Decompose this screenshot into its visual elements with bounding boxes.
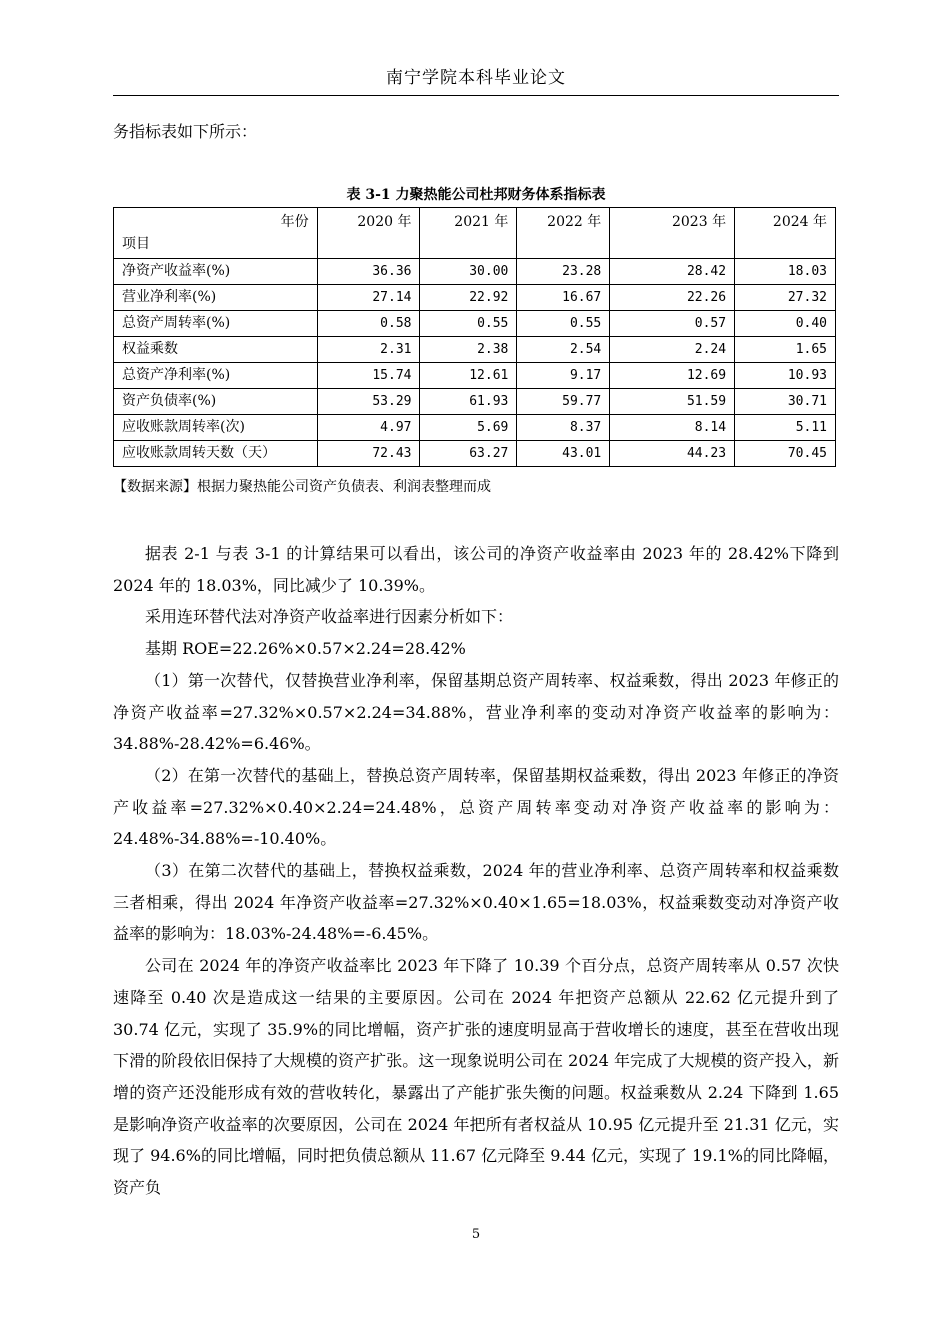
paragraph: 据表 2-1 与表 3-1 的计算结果可以看出，该公司的净资产收益率由 2023 年的 28.42%下降到 2024 年的 18.03%，同比减少了 10.39%。 — [113, 544, 839, 595]
table-header-row — [114, 208, 836, 259]
corner-item-label: 项目 — [122, 236, 150, 252]
year-header: 2020 年 — [357, 214, 412, 230]
year-header: 2021 年 — [454, 214, 509, 230]
table-cell: 27.32 — [735, 285, 836, 311]
lead-text: 务指标表如下所示： — [113, 122, 258, 141]
year-header: 2022 年 — [547, 214, 602, 230]
table-cell: 22.92 — [420, 285, 517, 311]
table-cell: 1.65 — [735, 337, 836, 363]
paragraph: （1）第一次替代，仅替换营业净利率，保留基期总资产周转率、权益乘数，得出 2023 年修正的净资产收益率=27.32%×0.57×2.24=34.88%，营业净利率的变动对净资产收益率的影响为：34.88%-28.42%=6.46%。 — [113, 670, 839, 754]
row-label: 应收账款周转率(次) — [114, 415, 318, 441]
paragraph: （3）在第二次替代的基础上，替换权益乘数，2024 年的营业净利率、总资产周转率和权益乘数三者相乘，得出 2024 年净资产收益率=27.32%×0.40×1.65=18.03%，权益乘数变动对净资产收益率的影响为：18.03%-24.48%=-6.45%。 — [113, 861, 839, 944]
table-row — [114, 259, 836, 285]
table-cell: 10.93 — [735, 363, 836, 389]
table-cell: 51.59 — [610, 389, 735, 415]
table-cell: 18.03 — [735, 259, 836, 285]
table-row — [114, 285, 836, 311]
year-header-cell — [317, 208, 420, 259]
table-cell: 44.23 — [610, 441, 735, 467]
year-header-cell — [610, 208, 735, 259]
table-cell: 27.14 — [317, 285, 420, 311]
table-cell: 5.11 — [735, 415, 836, 441]
row-label: 总资产净利率(%) — [114, 363, 318, 389]
table-cell: 63.27 — [420, 441, 517, 467]
page-number: 5 — [471, 1227, 481, 1242]
corner-year-label: 年份 — [280, 214, 309, 230]
table-row — [114, 441, 836, 467]
row-label: 总资产周转率(%) — [114, 311, 318, 337]
table-cell: 5.69 — [420, 415, 517, 441]
table-cell: 30.71 — [735, 389, 836, 415]
paragraph: （2）在第一次替代的基础上，替换总资产周转率，保留基期权益乘数，得出 2023 年修正的净资产收益率=27.32%×0.40×2.24=24.48%，总资产周转率变动对净资产收益率的影响为：24.48%-34.88%=-10.40%。 — [113, 765, 839, 849]
header-rule — [113, 95, 839, 96]
paragraph: 采用连环替代法对净资产收益率进行因素分析如下： — [145, 607, 514, 627]
table-cell: 61.93 — [420, 389, 517, 415]
table-cell: 28.42 — [610, 259, 735, 285]
table-caption: 表 3-1 力聚热能公司杜邦财务体系指标表 — [346, 187, 606, 203]
table-row — [114, 363, 836, 389]
table-cell: 0.58 — [317, 311, 420, 337]
table-cell: 15.74 — [317, 363, 420, 389]
page-header-title: 南宁学院本科毕业论文 — [386, 68, 566, 88]
table-cell: 70.45 — [735, 441, 836, 467]
table-cell: 2.54 — [517, 337, 610, 363]
year-header: 2024 年 — [772, 214, 827, 230]
year-header-cell — [517, 208, 610, 259]
table-cell: 2.38 — [420, 337, 517, 363]
table-row — [114, 337, 836, 363]
table-cell: 0.57 — [610, 311, 735, 337]
table-cell: 8.37 — [517, 415, 610, 441]
year-header-cell — [735, 208, 836, 259]
table-cell: 12.61 — [420, 363, 517, 389]
table-cell: 53.29 — [317, 389, 420, 415]
table-cell: 23.28 — [517, 259, 610, 285]
table-cell: 4.97 — [317, 415, 420, 441]
row-label: 净资产收益率(%) — [114, 259, 318, 285]
table-cell: 9.17 — [517, 363, 610, 389]
table-source-note: 【数据来源】根据力聚热能公司资产负债表、利润表整理而成 — [113, 479, 491, 495]
table-cell: 8.14 — [610, 415, 735, 441]
table-cell: 2.24 — [610, 337, 735, 363]
table-cell: 2.31 — [317, 337, 420, 363]
table-row — [114, 311, 836, 337]
row-label: 营业净利率(%) — [114, 285, 318, 311]
table-cell: 72.43 — [317, 441, 420, 467]
paragraph: 基期 ROE=22.26%×0.57×2.24=28.42% — [145, 639, 466, 659]
table-cell: 59.77 — [517, 389, 610, 415]
table-cell: 30.00 — [420, 259, 517, 285]
year-header: 2023 年 — [671, 214, 727, 230]
dupont-indicator-table — [113, 207, 836, 467]
table-corner-cell — [114, 208, 318, 259]
table-cell: 12.69 — [610, 363, 735, 389]
table-row — [114, 389, 836, 415]
table-cell: 0.55 — [517, 311, 610, 337]
table-cell: 0.40 — [735, 311, 836, 337]
row-label: 资产负债率(%) — [114, 389, 318, 415]
table-cell: 0.55 — [420, 311, 517, 337]
paragraph: 公司在 2024 年的净资产收益率比 2023 年下降了 10.39 个百分点，总资产周转率从 0.57 次快速降至 0.40 次是造成这一结果的主要原因。公司在 2024 年把资产总额从 22.62 亿元提升到了 30.74 亿元，实现了 35.9%的同比增幅，资产扩张的速度明显高于营收增长的速度，甚至在营收出现下滑的阶段依旧保持了大规模的资产扩张。这一现象说明公司在 2024 年完成了大规模的资产投入，新增的资产还没能形成有效的营收转化，暴露出了产能扩张失衡的问题。权益乘数从 2.24 下降到 1.65 是影响净资产收益率的次要原因，公司在 2024 年把所有者权益从 10.95 亿元提升至 21.31 亿元，实现了 94.6%的同比增幅，同时把负债总额从 11.67 亿元降至 9.44 亿元，实现了 19.1%的同比降幅，资产负 — [113, 956, 839, 1198]
table-cell: 36.36 — [317, 259, 420, 285]
table-cell: 22.26 — [610, 285, 735, 311]
year-header-cell — [420, 208, 517, 259]
table-cell: 43.01 — [517, 441, 610, 467]
body-text — [113, 538, 839, 1204]
table-cell: 16.67 — [517, 285, 610, 311]
table-row — [114, 415, 836, 441]
row-label: 权益乘数 — [114, 337, 318, 363]
row-label: 应收账款周转天数（天） — [114, 441, 318, 467]
